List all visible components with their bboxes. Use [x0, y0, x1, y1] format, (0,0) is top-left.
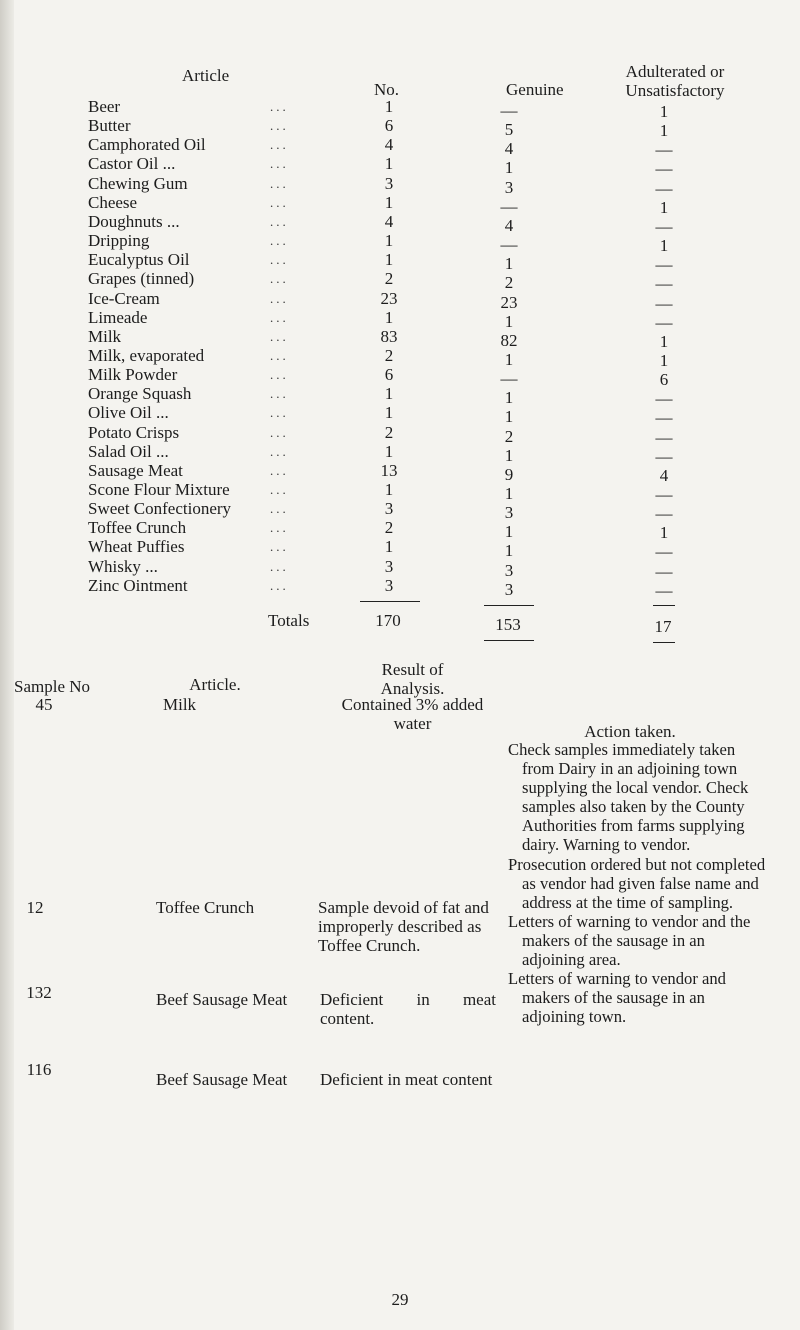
- row-adulterated: —: [655, 561, 673, 581]
- row-no: 23: [380, 288, 398, 308]
- row-adulterated: 6: [659, 370, 669, 390]
- leader-dots: ...: [270, 424, 289, 440]
- leader-dots: ...: [270, 520, 289, 536]
- row-article: Butter: [88, 116, 131, 136]
- row-genuine: —: [500, 369, 518, 389]
- row-no: 6: [384, 365, 394, 385]
- row-no: 3: [384, 499, 394, 519]
- sample-result-12: Sample devoid of fat and improperly described as Toffee Crunch.: [318, 898, 489, 955]
- row-article: Ice-Cream: [88, 288, 160, 308]
- totals-genuine: 153: [495, 615, 521, 634]
- row-article: Milk, evaporated: [88, 345, 205, 365]
- row-adulterated: —: [655, 408, 673, 428]
- header-action: Action taken.: [584, 722, 676, 741]
- row-article: Castor Oil ...: [88, 154, 176, 174]
- row-adulterated: 1: [659, 350, 669, 370]
- header-sample-no: Sample No: [14, 677, 91, 696]
- row-genuine: 1: [504, 388, 514, 408]
- row-adulterated: —: [655, 542, 673, 562]
- row-genuine: 5: [504, 120, 514, 140]
- row-article: Zinc Ointment: [88, 575, 188, 595]
- row-genuine: 3: [504, 560, 514, 580]
- row-article: Whisky ...: [88, 556, 158, 576]
- row-genuine: 1: [504, 311, 514, 331]
- totals-rule-adulterated: [653, 605, 675, 606]
- leader-dots: ...: [270, 347, 289, 363]
- header-result: Result of Analysis.: [380, 660, 445, 698]
- action-45: Check samples immediately taken from Dairy in an adjoining town supplying the local vendor. Check samples also taken by the County Authorities from farms supplying dairy. Warning to vendor.: [508, 740, 749, 855]
- totals-rule-no: [360, 601, 420, 602]
- leader-dots: ...: [270, 501, 289, 517]
- leader-dots: ...: [270, 99, 289, 114]
- row-adulterated: 1: [659, 523, 669, 543]
- row-article: Wheat Puffies: [88, 537, 185, 557]
- sample-article-12: Toffee Crunch: [156, 898, 255, 917]
- row-genuine: 1: [504, 349, 514, 369]
- leader-dots: ...: [270, 156, 289, 172]
- row-no: 1: [384, 250, 394, 270]
- row-adulterated: —: [655, 504, 673, 524]
- row-genuine: 1: [504, 407, 514, 427]
- row-article: Potato Crisps: [88, 422, 180, 442]
- action-12: Prosecution ordered but not completed as vendor had given false name and address at the time of sampling.: [508, 854, 766, 912]
- header-article: Article: [182, 66, 230, 85]
- leader-dots: ...: [270, 539, 289, 555]
- row-no: 1: [384, 231, 394, 251]
- row-genuine: 4: [504, 215, 514, 235]
- leader-dots: ...: [270, 443, 289, 459]
- header-adulterated: Adulterated or Unsatisfactory: [625, 62, 725, 100]
- action-132: Letters of warning to vendor and the makers of the sausage in an adjoining area.: [508, 911, 751, 970]
- row-article: Beer: [88, 97, 121, 116]
- sample-no-116: 116: [26, 1060, 52, 1079]
- row-adulterated: 1: [659, 121, 669, 141]
- row-article: Dripping: [88, 231, 150, 251]
- row-genuine: 1: [504, 541, 514, 561]
- row-adulterated: —: [655, 446, 673, 466]
- row-no: 2: [384, 422, 394, 442]
- sample-article-116: Beef Sausage Meat: [156, 1070, 288, 1089]
- sample-article-45: Milk: [163, 695, 197, 714]
- row-adulterated: —: [655, 293, 673, 313]
- totals-underline-genuine: [484, 640, 534, 641]
- row-article: Scone Flour Mixture: [88, 480, 230, 499]
- row-article: Salad Oil ...: [88, 441, 169, 461]
- row-article: Chewing Gum: [88, 173, 188, 193]
- leader-dots: ...: [270, 290, 289, 306]
- row-adulterated: —: [655, 580, 673, 600]
- row-no: 1: [384, 97, 394, 116]
- row-genuine: —: [500, 235, 518, 255]
- row-genuine: 2: [504, 273, 514, 293]
- row-no: 1: [384, 480, 394, 499]
- row-article: Orange Squash: [88, 384, 192, 404]
- row-article: Sausage Meat: [88, 460, 183, 480]
- row-no: 13: [380, 460, 398, 480]
- row-adulterated: —: [655, 159, 673, 179]
- row-article: Cheese: [88, 192, 138, 212]
- row-genuine: 3: [504, 503, 514, 523]
- action-116: Letters of warning to vendor and makers of the sausage in an adjoining town.: [508, 969, 726, 1027]
- row-genuine: 3: [504, 579, 514, 599]
- row-adulterated: —: [655, 216, 673, 236]
- row-genuine: 1: [504, 484, 514, 503]
- row-no: 1: [384, 192, 394, 212]
- row-adulterated: —: [655, 485, 673, 504]
- header-no: No.: [374, 80, 400, 99]
- leader-dots: ...: [270, 271, 289, 287]
- row-adulterated: —: [655, 140, 673, 160]
- totals-label: Totals: [268, 611, 310, 630]
- header-article-2: Article.: [189, 675, 241, 694]
- row-no: 3: [384, 575, 394, 595]
- leader-dots: ...: [270, 252, 289, 268]
- row-no: 4: [384, 211, 394, 231]
- leader-dots: ...: [270, 309, 289, 325]
- row-adulterated: 1: [659, 102, 669, 121]
- row-adulterated: —: [655, 389, 673, 409]
- row-no: 83: [380, 326, 398, 346]
- row-article: Grapes (tinned): [88, 269, 195, 289]
- page-number: 29: [391, 1290, 409, 1309]
- row-no: 2: [384, 518, 394, 538]
- leader-dots: ...: [270, 386, 289, 402]
- row-article: Olive Oil ...: [88, 403, 169, 423]
- row-adulterated: —: [655, 178, 673, 198]
- row-genuine: 1: [504, 522, 514, 542]
- row-genuine: —: [500, 196, 518, 216]
- totals-no: 170: [375, 611, 401, 630]
- row-no: 1: [384, 537, 394, 557]
- sample-result-45: Contained 3% added water: [341, 695, 484, 733]
- row-no: 3: [384, 556, 394, 576]
- leader-dots: ...: [270, 328, 289, 344]
- row-article: Doughnuts ...: [88, 211, 180, 231]
- header-genuine: Genuine: [506, 80, 564, 99]
- page-binding-edge: [0, 0, 14, 1330]
- row-genuine: 1: [504, 445, 514, 465]
- row-adulterated: —: [655, 312, 673, 332]
- action-taken-column: [508, 740, 770, 1026]
- leader-dots: ...: [270, 558, 289, 574]
- row-genuine: 4: [504, 139, 514, 159]
- row-genuine: 2: [504, 426, 514, 446]
- row-no: 2: [384, 345, 394, 365]
- row-adulterated: 4: [659, 465, 669, 485]
- row-adulterated: —: [655, 274, 673, 294]
- row-no: 6: [384, 116, 394, 136]
- row-no: 4: [384, 135, 394, 155]
- row-genuine: 9: [504, 464, 514, 484]
- row-adulterated: 1: [659, 331, 669, 351]
- totals-rule-genuine: [484, 605, 534, 606]
- leader-dots: ...: [270, 175, 289, 191]
- leader-dots: ...: [270, 462, 289, 478]
- row-genuine: 1: [504, 158, 514, 178]
- row-genuine: 3: [504, 177, 514, 197]
- leader-dots: ...: [270, 118, 289, 134]
- row-adulterated: 1: [659, 197, 669, 217]
- row-no: 3: [384, 173, 394, 193]
- row-no: 1: [384, 307, 394, 327]
- row-genuine: 23: [500, 292, 518, 312]
- row-article: Camphorated Oil: [88, 135, 206, 155]
- row-article: Toffee Crunch: [88, 518, 187, 538]
- row-adulterated: —: [655, 255, 673, 275]
- sample-result-132: Deficient in meat content.: [320, 990, 496, 1028]
- row-genuine: 82: [500, 330, 518, 350]
- row-no: 1: [384, 154, 394, 174]
- row-article: Milk: [88, 326, 122, 346]
- leader-dots: ...: [270, 213, 289, 229]
- leader-dots: ...: [270, 367, 289, 383]
- row-article: Limeade: [88, 307, 148, 327]
- row-adulterated: —: [655, 427, 673, 447]
- row-article: Milk Powder: [88, 365, 178, 385]
- leader-dots: ...: [270, 577, 289, 593]
- leader-dots: ...: [270, 482, 289, 497]
- leader-dots: ...: [270, 233, 289, 249]
- row-no: 1: [384, 441, 394, 461]
- row-no: 2: [384, 269, 394, 289]
- sample-no-45: 45: [35, 695, 53, 714]
- leader-dots: ...: [270, 194, 289, 210]
- row-article: Sweet Confectionery: [88, 499, 232, 519]
- row-adulterated: 1: [659, 236, 669, 256]
- sample-result-116: Deficient in meat content: [320, 1070, 493, 1089]
- row-no: 1: [384, 384, 394, 404]
- row-article: Eucalyptus Oil: [88, 250, 190, 270]
- sample-no-12: 12: [26, 898, 44, 917]
- sample-article-132: Beef Sausage Meat: [156, 990, 288, 1009]
- totals-underline-adulterated: [653, 642, 675, 643]
- row-no: 1: [384, 403, 394, 423]
- row-genuine: —: [500, 101, 518, 120]
- sample-no-132: 132: [26, 983, 52, 1002]
- leader-dots: ...: [270, 405, 289, 421]
- row-genuine: 1: [504, 254, 514, 274]
- leader-dots: ...: [270, 137, 289, 153]
- totals-adulterated: 17: [654, 617, 672, 636]
